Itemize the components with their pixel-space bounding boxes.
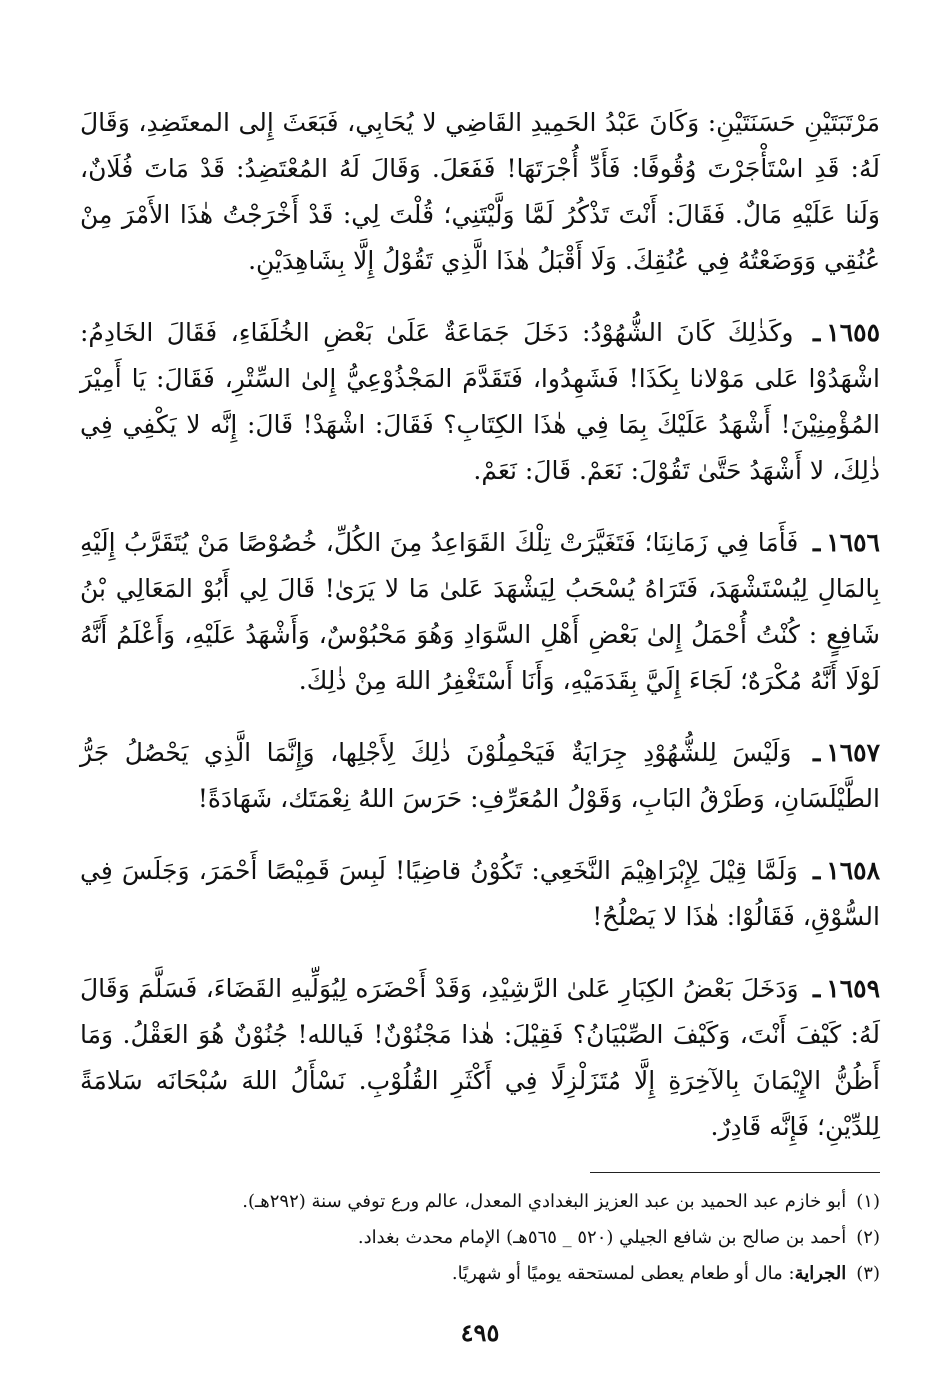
paragraph-number: ١٦٥٥ xyxy=(826,318,880,347)
paragraph-text: مَرْتَبَتَيْنِ حَسَنَتَيْنِ: وَكَانَ عَبْدُ الحَمِيدِ القَاضِي لا يُحَابِي، فَبَعَثَ إِلى المعتَضِدِ، وَقَالَ لَهُ: قَدِ اسْتَأْجَرْتَ وُقُوفًا: فَأَدِّ أُجْرَتَهَا! فَفَعَلَ. وَقَالَ لَهُ المُعْتَضِدُ: قَدْ مَاتَ فُلَانٌ، وَلَنا عَلَيْهِ مَالٌ. فَقَالَ: أَنْتَ تَذْكُرُ لَمَّا وَلَّيْتَنِي؛ قُلْتَ لِي: قَدْ أَخْرَجْتُ هٰذَا الأَمْرَ مِنْ عُنُقِي وَوَضَعْتُهُ فِي عُنُقِكَ. وَلَا أَقْبَلُ هٰذَا الَّذِي تَقُوْلُ إِلَّا بِشَاهِدَيْنِ. xyxy=(80,108,880,275)
paragraph-number: ١٦٥٧ xyxy=(826,738,880,767)
footnote-2 xyxy=(80,1220,880,1256)
footnote-text: أحمد بن صالح بن شافع الجيلي (٥٢٠ _ ٥٦٥هـ) الإمام محدث بغداد. xyxy=(357,1227,847,1248)
paragraph-dash: ـ xyxy=(812,318,821,347)
paragraph-number: ١٦٥٦ xyxy=(826,528,880,557)
footnote-3 xyxy=(80,1256,880,1292)
paragraph-1655 xyxy=(80,310,880,494)
paragraph-dash: ـ xyxy=(812,974,821,1003)
page-number: ٤٩٥ xyxy=(460,1318,500,1347)
footnotes xyxy=(80,1184,880,1292)
paragraph-text: فَأَمَا فِي زَمَانِنَا؛ فَتَغَيَّرَتْ تِلْكَ القَوَاعِدُ مِنَ الكُلِّ، خُصُوْصًا مَنْ يُتَقَرَّبُ إِلَيْهِ بِالمَالِ لِيُسْتَشْهَدَ، فَتَرَاهُ يُسْحَبُ لِيَشْهَدَ عَلىٰ مَا لا يَرَىٰ! قَالَ لِي أَبُوْ المَعَالِي بْنُ شَافِعٍ : كُنْتُ أُحْمَلُ إِلىٰ بَعْضِ أَهْلِ السَّوَادِ وَهُوَ مَحْبُوْسٌ، وَأَشْهَدُ عَلَيْهِ، وَأَعْلَمُ أَنَّهُ لَوْلَا أَنَّهُ مُكْرَهٌ؛ لَجَاءَ إِلَيَّ بِقَدَمَيْهِ، وَأَنَا أَسْتَغْفِرُ اللهَ مِنْ ذٰلِكَ. xyxy=(80,528,880,695)
footnote-divider xyxy=(590,1172,880,1173)
paragraph-1657 xyxy=(80,730,880,822)
footnote-number: (٣) xyxy=(856,1263,880,1284)
paragraph-dash: ـ xyxy=(812,528,821,557)
paragraph-text: وكَذٰلِكَ كَانَ الشُّهُوْدُ: دَخَلَ جَمَاعَةٌ عَلَىٰ بَعْضِ الخُلَفَاءِ، فَقَالَ الخَادِمُ: اشْهَدُوْا عَلى مَوْلانا بِكَذَا! فَشَهِدُوا، فَتَقَدَّمَ المَجْذُوْعِيُّ إِلىٰ السِّتْرِ، فَقَالَ: يَا أَمِيْرَ المُؤْمِنِيْنَ! أَشْهَدُ عَلَيْكَ بِمَا فِي هٰذَا الكِتَابِ؟ فَقَالَ: اشْهَدْ! قَالَ: إِنَّه لا يَكْفِي فِي ذٰلِكَ، لا أَشْهَدُ حَتَّىٰ تَقُوْلَ: نَعَمْ. قَالَ: نَعَمْ. xyxy=(80,318,880,485)
paragraph-dash: ـ xyxy=(812,856,821,885)
footnote-number: (١) xyxy=(856,1191,880,1212)
paragraph-dash: ـ xyxy=(812,738,821,767)
footnote-number: (٢) xyxy=(856,1227,880,1248)
paragraph-number: ١٦٥٩ xyxy=(826,974,880,1003)
paragraph-1658 xyxy=(80,848,880,940)
book-page xyxy=(80,100,880,1360)
footnote-text: : مال أو طعام يعطى لمستحقه يوميًا أو شهريًا. xyxy=(451,1263,795,1284)
paragraph-1659 xyxy=(80,966,880,1150)
footnote-term: الجراية xyxy=(794,1263,847,1284)
footnote-text: أبو خازم عبد الحميد بن عبد العزيز البغدادي المعدل، عالم ورع توفي سنة (٢٩٢هـ). xyxy=(242,1191,847,1212)
footnote-1 xyxy=(80,1184,880,1220)
paragraph-intro xyxy=(80,100,880,284)
paragraph-1656 xyxy=(80,520,880,704)
paragraph-text: وَدَخَلَ بَعْضُ الكِبَارِ عَلىٰ الرَّشِيْدِ، وَقَدْ أَحْضَرَه لِيُوَلِّيهِ القَضَاءَ، فَسَلَّمَ وَقَالَ لَهُ: كَيْفَ أَنْتَ، وَكَيْفَ الصِّبْيَانُ؟ فَقِيْلَ: هٰذا مَجْنُوْنٌ! فَيالله! جُنُوْنٌ هُوَ العَقْلُ. وَمَا أَظُنُّ الإِيْمَانَ بِالآخِرَةِ إِلَّا مُتَزَلْزِلًا فِي أَكْثَرِ القُلُوْبِ. نَسْأَلُ اللهَ سُبْحَانَه سَلامَةً لِلدِّيْنِ؛ فَإِنَّه قَادِرٌ. xyxy=(80,974,880,1141)
paragraph-text: وَلَمَّا قِيْلَ لِإِبْرَاهِيْمَ النَّخَعِي: تَكُوْنُ قاضِيًا! لَبِسَ قَمِيْصًا أَحْمَرَ، وَجَلَسَ فِي السُّوْقِ، فَقَالُوْا: هٰذَا لا يَصْلُحُ! xyxy=(80,856,880,931)
paragraph-text: وَلَيْسَ لِلشُّهُوْدِ جِرَايَةٌ فَيَحْمِلُوْنَ ذٰلِكَ لِأَجْلِها، وَإِنَّمَا الَّذِي يَحْصُلُ جَرُّ الطَّيْلَسَانِ، وَطَرْقُ البَابِ، وَقَوْلُ المُعَرِّفِ: حَرَسَ اللهُ نِعْمَتَك، شَهَادَةً! xyxy=(80,738,880,813)
paragraph-number: ١٦٥٨ xyxy=(826,856,880,885)
